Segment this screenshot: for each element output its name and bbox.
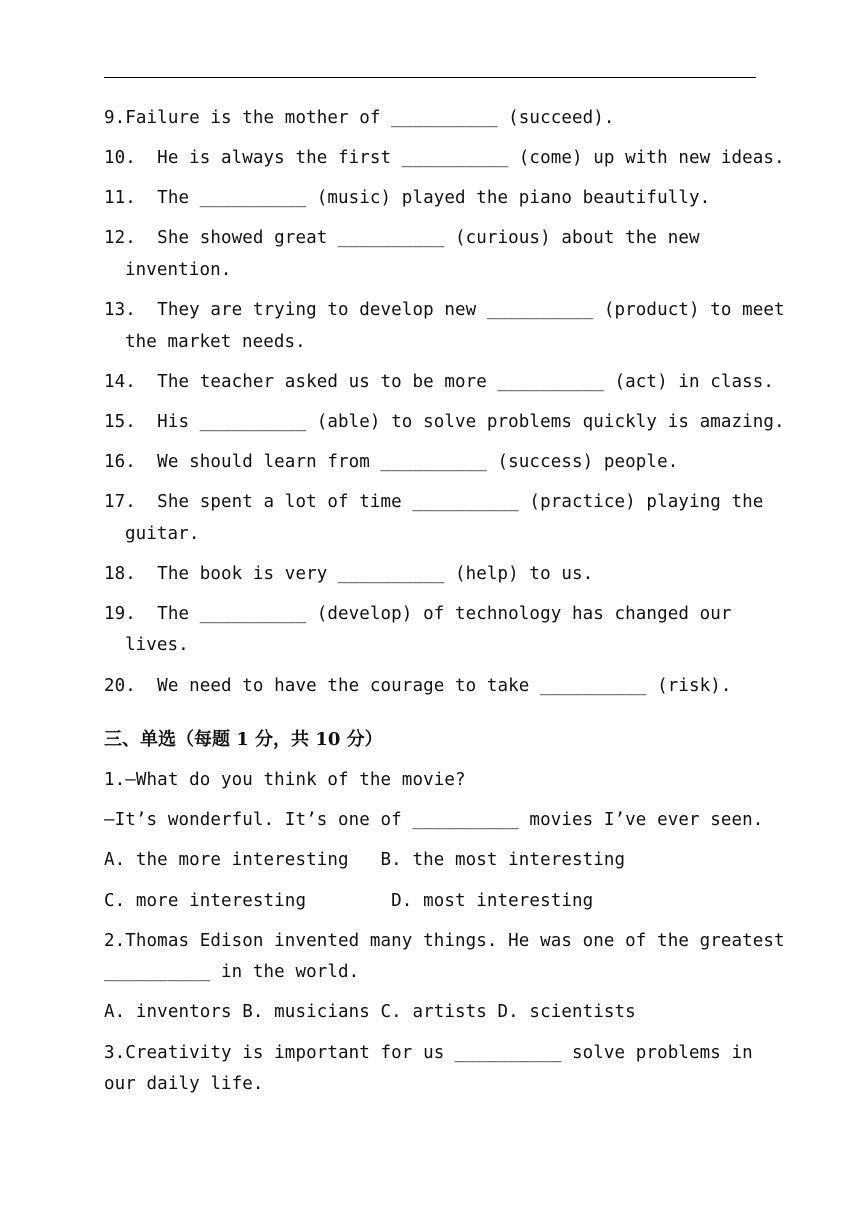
question-13: 13. They are trying to develop new __________ (product) to meet: [104, 300, 785, 320]
mc-question-3-continued: our daily life.: [104, 1074, 264, 1094]
question-10: 10. He is always the first __________ (come) up with new ideas.: [104, 148, 785, 168]
question-12: 12. She showed great __________ (curious) about the new: [104, 228, 700, 248]
question-15: 15. His __________ (able) to solve problems quickly is amazing.: [104, 412, 785, 432]
mc-question-2: 2.Thomas Edison invented many things. He was one of the greatest: [104, 931, 785, 951]
question-14: 14. The teacher asked us to be more __________ (act) in class.: [104, 372, 775, 392]
question-19: 19. The __________ (develop) of technology has changed our: [104, 604, 732, 624]
mc-question-2-continued: __________ in the world.: [104, 962, 360, 982]
question-18: 18. The book is very __________ (help) to us.: [104, 564, 594, 584]
question-11: 11. The __________ (music) played the piano beautifully.: [104, 188, 711, 208]
question-20: 20. We need to have the courage to take __________ (risk).: [104, 676, 732, 696]
mc-question-1-options-cd: C. more interesting D. most interesting: [104, 891, 594, 911]
mc-question-1-answer-line: —It’s wonderful. It’s one of __________ movies I’ve ever seen.: [104, 810, 764, 830]
question-17: 17. She spent a lot of time __________ (practice) playing the: [104, 492, 764, 512]
question-16: 16. We should learn from __________ (success) people.: [104, 452, 679, 472]
question-17-continued: guitar.: [125, 524, 200, 544]
header-rule: [104, 77, 756, 78]
question-19-continued: lives.: [125, 635, 189, 655]
section-heading-single-choice: 三、单选（每题 1 分，共 10 分）: [104, 729, 383, 750]
question-12-continued: invention.: [125, 260, 232, 280]
mc-question-2-options: A. inventors B. musicians C. artists D. scientists: [104, 1002, 636, 1022]
mc-question-3: 3.Creativity is important for us __________ solve problems in: [104, 1043, 753, 1063]
mc-question-1: 1.—What do you think of the movie?: [104, 770, 466, 790]
question-9: 9.Failure is the mother of __________ (succeed).: [104, 108, 615, 128]
question-13-continued: the market needs.: [125, 332, 306, 352]
mc-question-1-options-ab: A. the more interesting B. the most interesting: [104, 850, 626, 870]
